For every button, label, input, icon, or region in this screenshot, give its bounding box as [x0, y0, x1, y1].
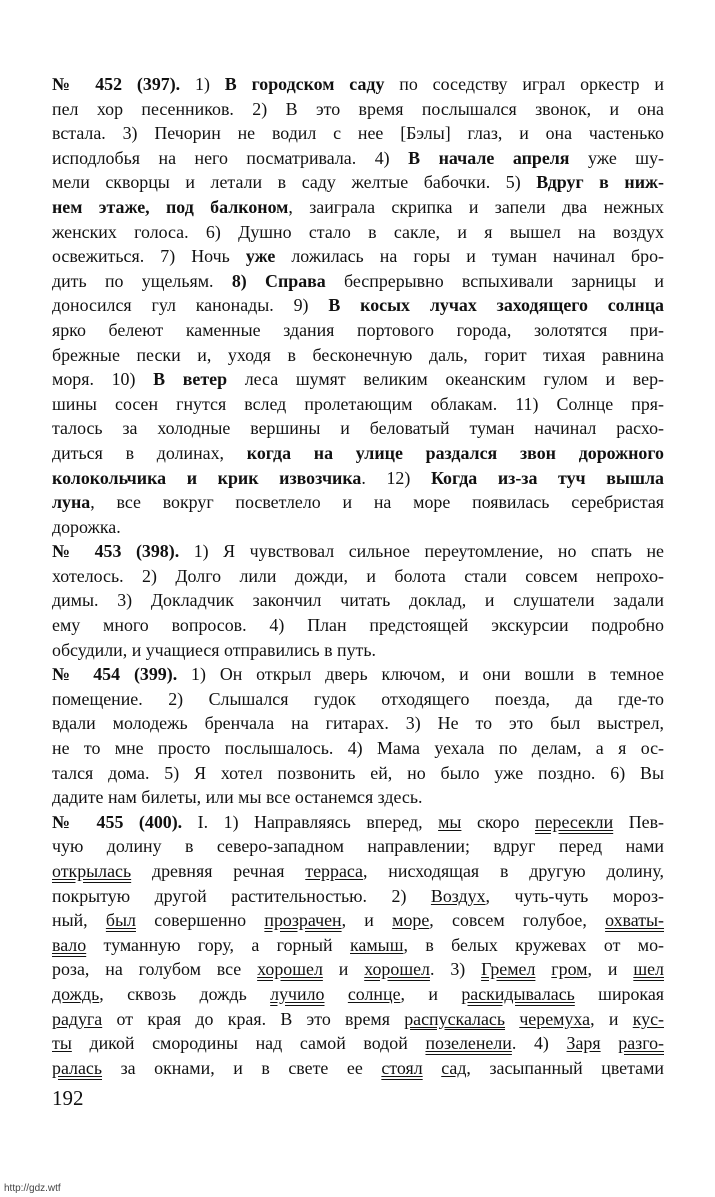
text-segment: ложилась на горы и туман начинал бро-: [275, 246, 664, 267]
underlined-word: Воздух: [430, 885, 486, 906]
text-segment: , заиграла скрипка и запели два нежных: [288, 196, 664, 217]
text-segment: встала. 3) Печорин не водил с нее [Бэлы] глаз, и она частенько: [52, 123, 664, 144]
bold-text: луна: [52, 492, 91, 513]
watermark-url: http://gdz.wtf: [4, 1183, 61, 1194]
underlined-word: Заря: [566, 1033, 601, 1054]
underlined-word: шел: [633, 959, 664, 980]
bold-text: нем этаже, под балконом: [52, 196, 289, 217]
text-line: [52, 195, 664, 220]
underlined-word: пересекли: [535, 811, 614, 832]
bold-text: уже: [245, 246, 276, 267]
text-segment: широкая: [574, 983, 665, 1004]
text-segment: за окнами, и в свете ее: [102, 1057, 382, 1078]
text-line: [52, 638, 664, 663]
text-line: [52, 810, 664, 835]
text-line: [52, 539, 664, 564]
text-line: [52, 170, 664, 195]
underlined-word: камыш: [350, 934, 404, 955]
underlined-word: вало: [52, 934, 87, 955]
underlined-word: черемуха: [519, 1008, 591, 1029]
text-segment: дить по ущельям.: [52, 270, 232, 291]
underlined-word: открылась: [52, 861, 132, 881]
text-line: [52, 146, 664, 171]
text-segment: [324, 984, 347, 1004]
text-line: [52, 711, 664, 736]
bold-text: № 453 (398).: [52, 541, 194, 562]
text-segment: роза, на голубом все: [52, 959, 258, 980]
text-segment: обсудили, и учащиеся отправились в путь.: [52, 639, 376, 660]
text-segment: , совсем голубое,: [429, 910, 606, 931]
underlined-word: гром: [551, 959, 588, 980]
text-segment: , и: [590, 1008, 633, 1029]
bold-text: 8) Справа: [231, 270, 326, 291]
text-line: [52, 293, 664, 318]
text-segment: совершенно: [135, 910, 265, 931]
bold-text: В начале апреля: [408, 147, 570, 168]
underlined-word: ты: [52, 1033, 72, 1054]
text-line: [52, 588, 664, 613]
text-segment: , сквозь дождь: [99, 983, 271, 1004]
text-segment: , нисходящая в другую долину,: [363, 861, 664, 881]
text-line: [52, 761, 664, 786]
underlined-word: разго-: [618, 1033, 664, 1054]
bold-text: В ветер: [153, 369, 228, 390]
text-line: [52, 687, 664, 712]
text-segment: скоро: [461, 811, 536, 832]
text-segment: и: [322, 959, 365, 980]
text-segment: , засыпанный цветами: [466, 1057, 664, 1078]
text-segment: дикой смородины над самой водой: [71, 1033, 426, 1054]
text-segment: хотелось. 2) Долго лили дожди, и болота стали совсем непрохо-: [52, 565, 664, 586]
text-segment: 1) Он открыл дверь ключом, и они вошли в темное: [191, 664, 664, 685]
text-segment: 1) Я чувствовал сильное переутомление, но спать не: [193, 541, 664, 562]
text-segment: 1): [195, 74, 225, 94]
text-segment: . 4): [511, 1033, 567, 1054]
text-segment: , в белых кружевах от мо-: [403, 934, 664, 955]
text-segment: , и: [587, 959, 634, 980]
text-line: [52, 343, 664, 368]
text-segment: пел хор песенников. 2) В это время послышался звонок, и она: [52, 98, 664, 119]
underlined-word: хорошел: [364, 959, 430, 980]
text-line: [52, 220, 664, 245]
text-line: [52, 466, 664, 491]
text-segment: шины сосен гнутся вслед пролетающим облакам. 11) Солнце пря-: [52, 393, 664, 414]
underlined-word: лучило: [270, 983, 325, 1004]
text-segment: помещение. 2) Слышался гудок отходящего поезда, да где-то: [52, 688, 664, 709]
bold-text: № 452 (397).: [52, 74, 196, 94]
text-segment: уже шу-: [569, 147, 664, 168]
text-segment: [535, 959, 551, 979]
text-line: [52, 441, 664, 466]
bold-text: Вдруг в ниж-: [536, 172, 664, 193]
text-segment: вдали молодежь бренчала на гитарах. 3) Не то это был выстрел,: [52, 713, 664, 734]
text-line: [52, 884, 664, 909]
text-segment: дадите нам билеты, или мы все останемся здесь.: [52, 787, 423, 808]
text-segment: покрытую другой растительностью. 2): [52, 885, 431, 906]
text-line: [52, 72, 664, 97]
underlined-word: раскидывалась: [461, 983, 575, 1004]
bold-text: Когда из-за туч вышла: [430, 467, 664, 488]
text-segment: Пев-: [613, 811, 664, 832]
underlined-word: ралась: [52, 1057, 103, 1078]
underlined-word: прозрачен: [264, 910, 342, 931]
text-line: [52, 957, 664, 982]
text-line: [52, 490, 664, 515]
text-line: [52, 834, 664, 859]
bold-text: В городском саду: [224, 74, 385, 94]
bold-text: № 455 (400).: [52, 811, 198, 832]
text-segment: [601, 1033, 619, 1053]
underlined-word: сад: [441, 1057, 467, 1078]
text-line: [52, 564, 664, 589]
text-segment: моря. 10): [52, 369, 154, 390]
underlined-word: хорошел: [257, 959, 323, 980]
underlined-word: солнце: [347, 983, 401, 1004]
underlined-word: мы: [438, 811, 462, 832]
text-segment: не то мне просто послышалось. 4) Мама уехала по делам, а я ос-: [52, 738, 664, 759]
underlined-word: радуга: [52, 1008, 103, 1029]
text-segment: исподлобья на него посматривала. 4): [52, 147, 409, 168]
text-line: [52, 121, 664, 146]
text-segment: , все вокруг посветлело и на море появилась серебристая: [90, 492, 664, 513]
text-line: [52, 367, 664, 392]
text-segment: , и: [341, 910, 393, 931]
text-line: [52, 1007, 664, 1032]
text-segment: I. 1) Направляясь вперед,: [197, 811, 439, 832]
text-segment: , и: [400, 983, 462, 1004]
bold-text: № 454 (399).: [52, 664, 192, 685]
text-segment: туманную гору, а горный: [86, 934, 350, 955]
text-segment: беспрерывно вспыхивали зарницы и: [325, 270, 664, 291]
text-segment: . 3): [429, 959, 482, 980]
text-line: [52, 908, 664, 933]
underlined-word: распускалась: [404, 1008, 506, 1029]
text-line: [52, 1031, 664, 1056]
text-segment: доносился гул канонады. 9): [52, 295, 329, 316]
text-segment: леса шумят великим океанским гулом и вер-: [227, 369, 664, 390]
text-line: [52, 515, 664, 540]
text-line: [52, 859, 664, 884]
page-number: 192: [52, 1086, 84, 1110]
text-segment: ный,: [52, 910, 106, 931]
underlined-word: кус-: [632, 1008, 664, 1029]
text-line: [52, 785, 664, 810]
bold-text: когда на улице раздался звон дорожного: [246, 442, 664, 463]
text-line: [52, 1056, 664, 1081]
bold-text: В косых лучах заходящего солнца: [328, 295, 664, 316]
text-segment: древняя речная: [131, 861, 306, 881]
underlined-word: терраса: [305, 861, 363, 881]
text-line: [52, 318, 664, 343]
text-line: [52, 416, 664, 441]
text-line: [52, 982, 664, 1007]
underlined-word: позеленели: [425, 1033, 512, 1054]
underlined-word: море: [392, 910, 430, 931]
text-segment: . 12): [361, 467, 431, 488]
underlined-word: был: [105, 910, 136, 931]
text-line: [52, 97, 664, 122]
text-line: [52, 613, 664, 638]
text-segment: тался дома. 5) Я хотел позвонить ей, но было уже поздно. 6) Вы: [52, 762, 664, 783]
underlined-word: стоял: [381, 1057, 423, 1078]
text-line: [52, 662, 664, 687]
bold-text: колокольчика и крик извозчика: [52, 467, 362, 488]
text-segment: ярко белеют каменные здания портового города, золотятся при-: [52, 319, 664, 340]
underlined-word: Гремел: [481, 959, 536, 980]
text-segment: женских голоса. 6) Душно стало в сакле, и я вышел на воздух: [52, 221, 664, 242]
text-segment: диться в долинах,: [52, 442, 247, 463]
text-line: [52, 244, 664, 269]
text-segment: мели скворцы и летали в саду желтые бабочки. 5): [52, 172, 537, 193]
text-segment: по соседству играл оркестр и: [384, 74, 664, 94]
text-line: [52, 269, 664, 294]
underlined-word: охваты-: [605, 910, 665, 931]
text-segment: талось за холодные вершины и беловатый туман начинал расхо-: [52, 418, 664, 439]
text-segment: освежиться. 7) Ночь: [52, 246, 246, 267]
text-segment: ему много вопросов. 4) План предстоящей экскурсии подробно: [52, 615, 664, 636]
text-line: [52, 933, 664, 958]
text-segment: от края до края. В это время: [102, 1008, 405, 1029]
text-segment: брежные пески и, уходя в бесконечную даль, горит тихая равнина: [52, 344, 664, 365]
text-segment: [423, 1058, 442, 1078]
text-segment: [505, 1009, 519, 1029]
text-segment: , чуть-чуть мороз-: [485, 885, 664, 906]
text-segment: димы. 3) Докладчик закончил читать доклад, и слушатели задали: [52, 590, 664, 611]
text-line: [52, 736, 664, 761]
textbook-page-body: [52, 72, 664, 1080]
text-line: [52, 392, 664, 417]
text-segment: дорожка.: [52, 516, 121, 537]
text-segment: чую долину в северо-западном направлении; вдруг перед нами: [52, 836, 664, 857]
underlined-word: дождь: [52, 983, 100, 1004]
